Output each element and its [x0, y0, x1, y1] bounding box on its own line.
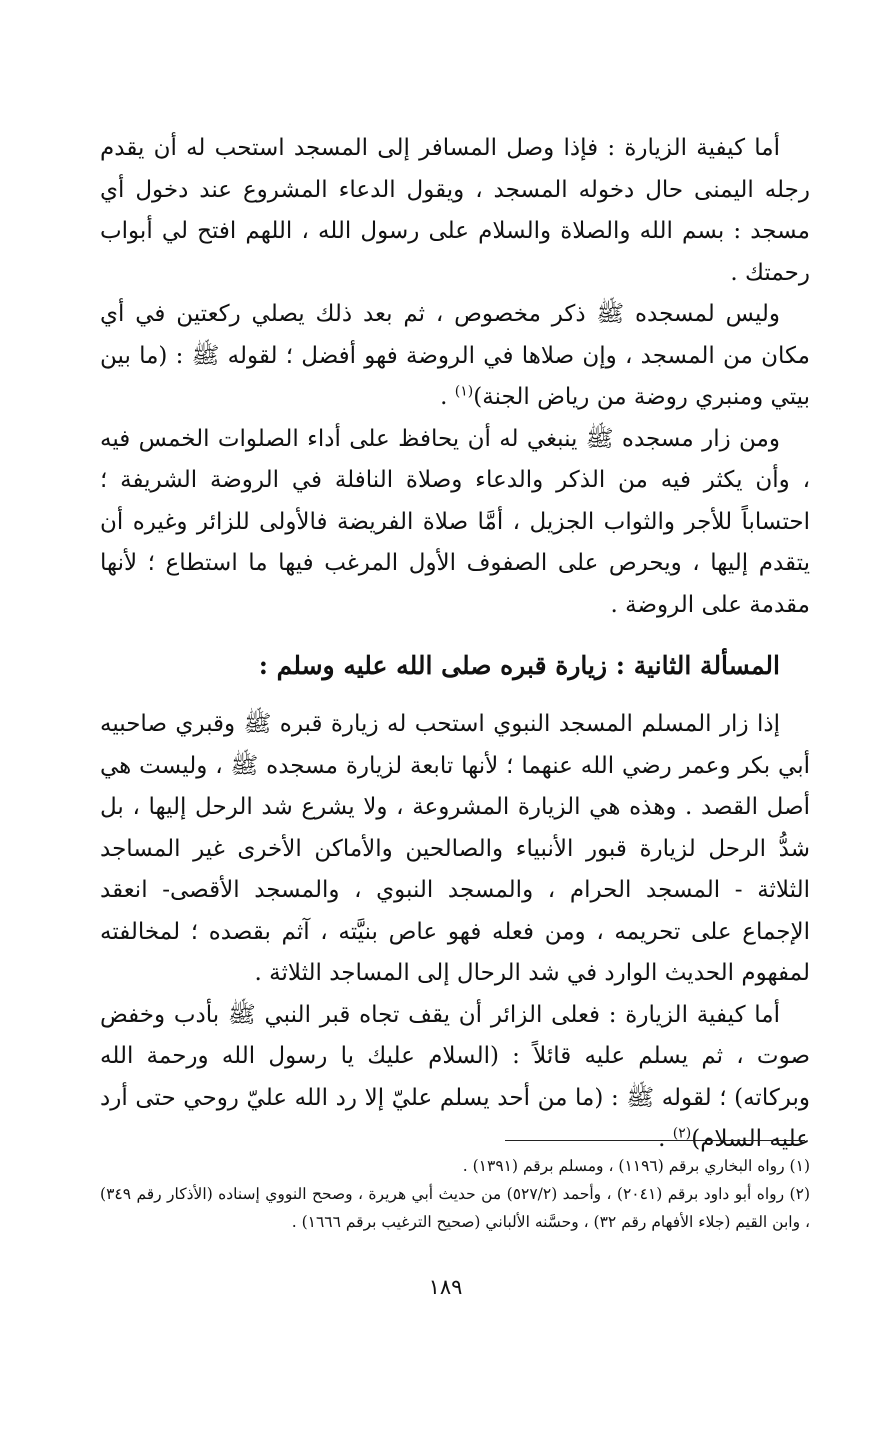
footnote-ref-2[interactable]: (٢) [672, 1125, 692, 1142]
paragraph-period: . [440, 384, 455, 410]
footnotes [100, 1152, 810, 1236]
paragraph-prayers: ومن زار مسجده ﷺ ينبغي له أن يحافظ على أداء الصلوات الخمس فيه ، وأن يكثر فيه من الذكر والدعاء وصلاة النافلة في الروضة الشريفة ؛ احتساباً للأجر والثواب الجزيل ، أمَّا صلاة الفريضة فالأولى للزائر وغيره أن يتقدم إليها ، ويحرص على الصفوف الأول المرغب فيها ما استطاع ؛ لأنها مقدمة على الروضة . [100, 425, 810, 618]
page-number: ١٨٩ [428, 1275, 463, 1299]
paragraph-text: وليس لمسجده ﷺ ذكر مخصوص ، ثم بعد ذلك يصلي ركعتين في أي مكان من المسجد ، وإن صلاها في الروضة فهو أفضل ؛ لقوله ﷺ : (ما بين بيتي ومنبري روضة من رياض الجنة) [100, 301, 810, 410]
paragraph-text: أما كيفية الزيارة : فعلى الزائر أن يقف تجاه قبر النبي ﷺ بأدب وخفض صوت ، ثم يسلم عليه قائلاً : (السلام عليك يا رسول الله ورحمة الله وبركاته) ؛ لقوله ﷺ : (ما من أحد يسلم عليّ إلا رد الله عليّ روحي حتى أرد عليه السلام) [100, 1001, 810, 1152]
footnote-ref-1[interactable]: (١) [454, 383, 474, 400]
main-text [100, 128, 810, 1161]
paragraph-greeting [100, 995, 810, 1161]
footnote-divider [505, 1140, 805, 1141]
section-heading: المسألة الثانية : زيارة قبره صلى الله عليه وسلم : [258, 651, 780, 680]
paragraph-grave-visit: إذا زار المسلم المسجد النبوي استحب له زيارة قبره ﷺ وقبري صاحبيه أبي بكر وعمر رضي الله عنهما ؛ لأنها تابعة لزيارة مسجده ﷺ ، وليست هي أصل القصد . وهذه هي الزيارة المشروعة ، ولا يشرع شد الرحل إليها ، بل شدُّ الرحل لزيارة قبور الأنبياء والصالحين والأماكن الأخرى غير المساجد الثلاثة - المسجد الحرام ، والمسجد النبوي ، والمسجد الأقصى- انعقد الإجماع على تحريمه ، ومن فعله فهو عاص بنيَّته ، آثم بقصده ؛ لمخالفته لمفهوم الحديث الوارد في شد الرحال إلى المساجد الثلاثة . [100, 711, 810, 986]
paragraph-visit-method: أما كيفية الزيارة : فإذا وصل المسافر إلى المسجد استحب له أن يقدم رجله اليمنى حال دخوله المسجد ، ويقول الدعاء المشروع عند دخول أي مسجد : بسم الله والصلاة والسلام على رسول الله ، اللهم افتح لي أبواب رحمتك . [100, 135, 810, 286]
footnote-1: (١) رواه البخاري برقم (١١٩٦) ، ومسلم برقم (١٣٩١) . [462, 1157, 810, 1175]
paragraph-period: . [658, 1126, 673, 1152]
paragraph-mosque-prayer [100, 294, 810, 419]
footnote-2: (٢) رواه أبو داود برقم (٢٠٤١) ، وأحمد (٥٢٧/٢) من حديث أبي هريرة ، وصحح النووي إسناده (الأذكار رقم ٣٤٩) ، وابن القيم (جلاء الأفهام رقم ٣٢) ، وحسَّنه الألباني (صحيح الترغيب برقم ١٦٦٦) . [100, 1185, 810, 1231]
